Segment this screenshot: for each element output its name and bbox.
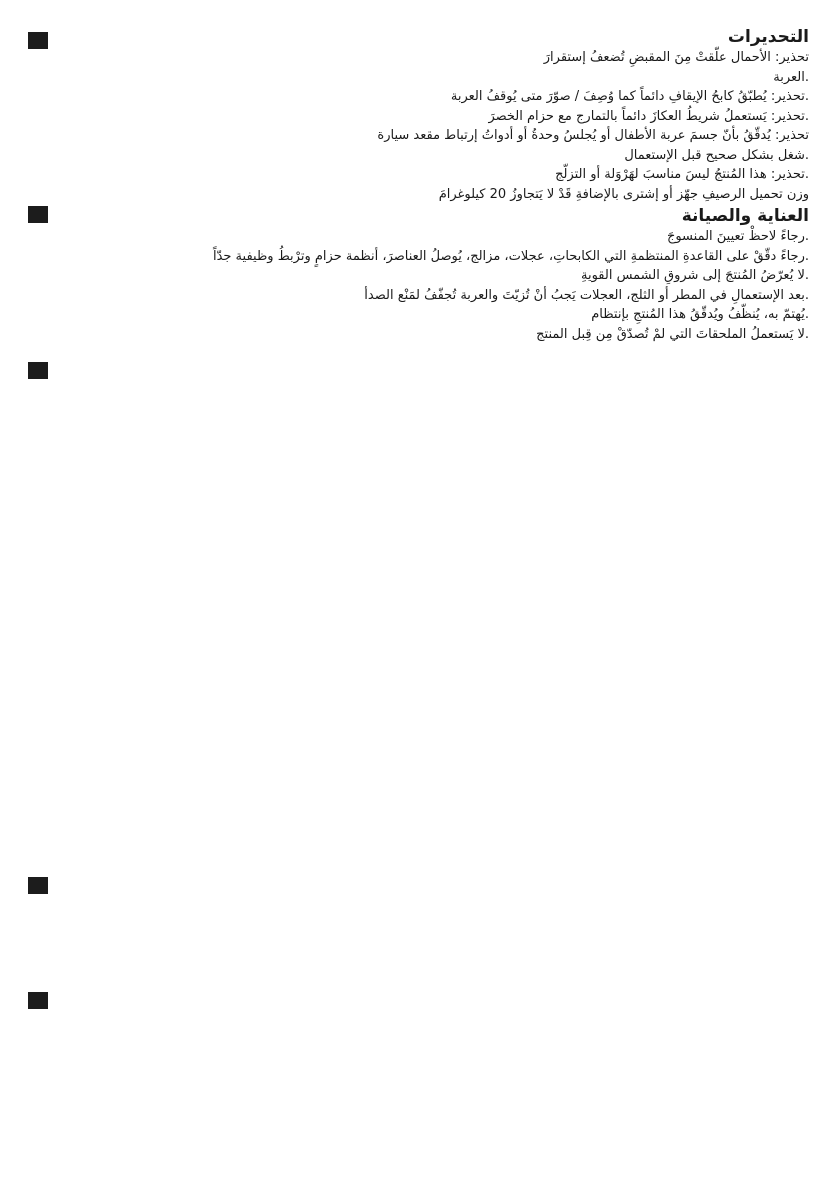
warnings-heading: التحديرات [727, 27, 809, 47]
warning-line: .تحذير: يَستعملُ شريطُ العكازَ دائماً بالتمارج مع حزام الخصرَ [488, 108, 809, 124]
warnings-section [129, 26, 809, 204]
section-marker [28, 877, 48, 894]
care-line: .رجاءً لاحظْ تعيينَ المنسوجَ [666, 229, 809, 244]
care-line: .لا يُعرّضُ المُنتجَ إلى شروقِ الشمس القويةِ [581, 268, 809, 283]
care-line: .يُهتمّ به، يُنظّفُ ويُدقّقُ هذا المُنتجِ بإنتظام [591, 307, 809, 322]
section-marker [28, 32, 48, 49]
care-line: .بعد الإستعمالِ في المطر أو الثلج، العجلات يَجبُ أنْ تُزيّتَ والعربة تُجفّفُ لمَنْع الصدأ [364, 287, 809, 303]
warning-line: .شغل بشكل صحيح قبل الإستعمال [624, 147, 809, 163]
warning-line: .تحذير: يُطبّقُ كابحُ الإيقافِ دائماً كما وُصِفَ / صوّرَ متى يُوقفُ العربة [450, 89, 809, 104]
section-marker [28, 206, 48, 223]
warning-line: تحذير: يُدقّقُ بأنّ جسمَ عربة الأطفال أو يُجلسُ وحدةُ أو أدواتُ إرتباط مقعد سيارة [377, 128, 809, 143]
care-heading: العناية والصيانة [681, 206, 809, 226]
care-line: .رجاءً دقّقْ على القاعدةِ المنتظمةِ التي الكابحاتِ، عجلات، مزالج، يُوصلُ العناصرَ، أنظمة حزامٍ وترْبطُ وظيفية جدّاً [212, 248, 809, 264]
care-section [129, 205, 809, 344]
warning-line: .تحذير: هذا المُنتجُ ليسَ مناسبَ لهَرْوَلة أو التزلّج [555, 167, 809, 182]
warning-line: وزن تحميل الرصيفِ جهّز أو إشترى بالإضافةِ قَدْ لا يَتجاوزُ 20 كيلوغرامَ [438, 186, 809, 202]
section-marker [28, 992, 48, 1009]
warning-line: .العربة [773, 69, 809, 85]
warning-line: تحذير: الأحمال علّقتْ مِنَ المقبضِ تُضعفُ إستقرارَ [543, 50, 809, 65]
care-line: .لا يَستعملُ الملحقاتَ التي لمْ تُصدّقْ مِن قِبل المنتج [536, 326, 809, 342]
section-marker [28, 362, 48, 379]
